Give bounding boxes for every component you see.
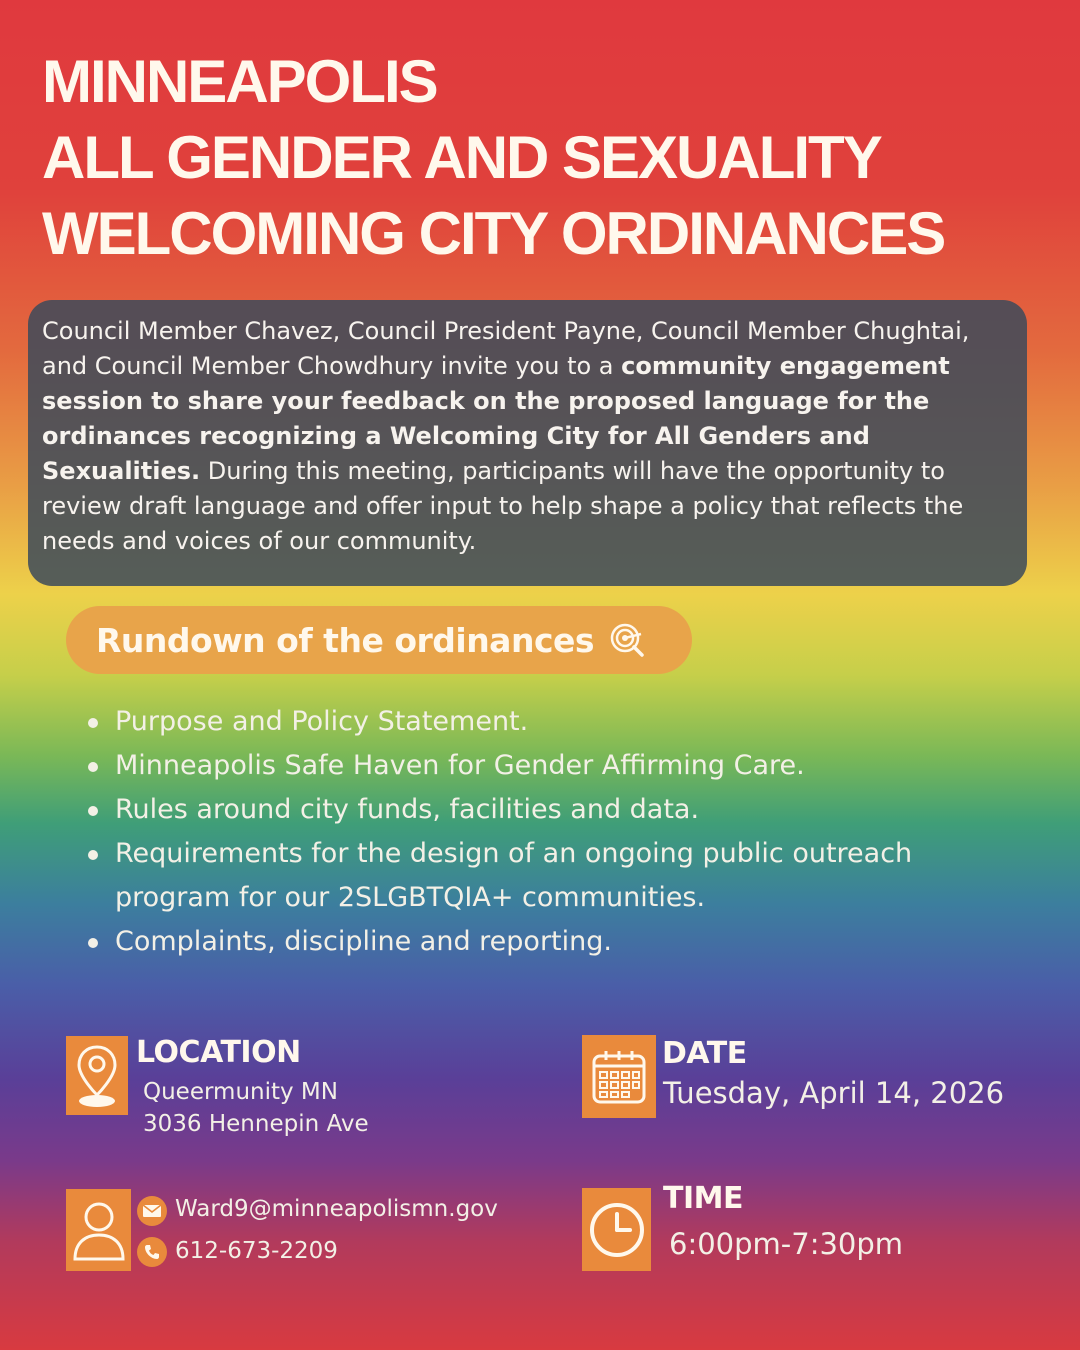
list-item: Complaints, discipline and reporting. (86, 920, 986, 964)
clock-icon (587, 1200, 647, 1260)
calendar-icon (590, 1046, 648, 1108)
contact-phone[interactable]: 612-673-2209 (175, 1238, 338, 1264)
list-item: Purpose and Policy Statement. (86, 700, 986, 744)
contact-email[interactable]: Ward9@minneapolismn.gov (175, 1196, 498, 1222)
location-name: Queermunity MN (143, 1079, 338, 1105)
time-icon-box (582, 1188, 651, 1271)
list-item: Requirements for the design of an ongoing public outreach program for our 2SLGBTQIA+ communities. (86, 832, 986, 920)
location-heading: LOCATION (136, 1035, 301, 1070)
target-search-icon (608, 620, 648, 660)
intro-closing: During this meeting, participants will have the opportunity to review draft language and offer input to help shape a policy that reflects the needs and voices of our community. (42, 457, 964, 555)
map-pin-icon (72, 1043, 122, 1109)
person-icon (71, 1197, 127, 1263)
list-item: Minneapolis Safe Haven for Gender Affirming Care. (86, 744, 986, 788)
intro-emphasis: community engagement session to share your feedback on the proposed language for the ordinances recognizing a Welcoming City for All Genders and Sexualities. (42, 352, 950, 485)
rundown-pill (66, 606, 692, 674)
phone-icon (137, 1237, 167, 1267)
title-line-1: MINNEAPOLIS (42, 48, 437, 115)
rundown-list (86, 700, 986, 964)
title-line-3: WELCOMING CITY ORDINANCES (42, 200, 945, 267)
email-icon (137, 1196, 167, 1226)
location-icon-box (66, 1036, 128, 1115)
time-value: 6:00pm-7:30pm (669, 1227, 904, 1261)
page-title (42, 44, 1042, 272)
date-icon-box (582, 1035, 656, 1118)
time-heading: TIME (663, 1181, 743, 1216)
intro-panel (28, 300, 1027, 586)
title-line-2: ALL GENDER AND SEXUALITY (42, 124, 881, 191)
rundown-label: Rundown of the ordinances (96, 620, 595, 660)
location-details (143, 1076, 369, 1140)
date-heading: DATE (662, 1036, 747, 1071)
list-item: Rules around city funds, facilities and data. (86, 788, 986, 832)
date-value: Tuesday, April 14, 2026 (663, 1076, 1005, 1110)
location-address: 3036 Hennepin Ave (143, 1111, 369, 1137)
contact-icon-box (66, 1189, 131, 1271)
intro-lead: Council Member Chavez, Council President Payne, Council Member Chughtai, and Council Member Chowdhury invite you to a (42, 317, 970, 380)
